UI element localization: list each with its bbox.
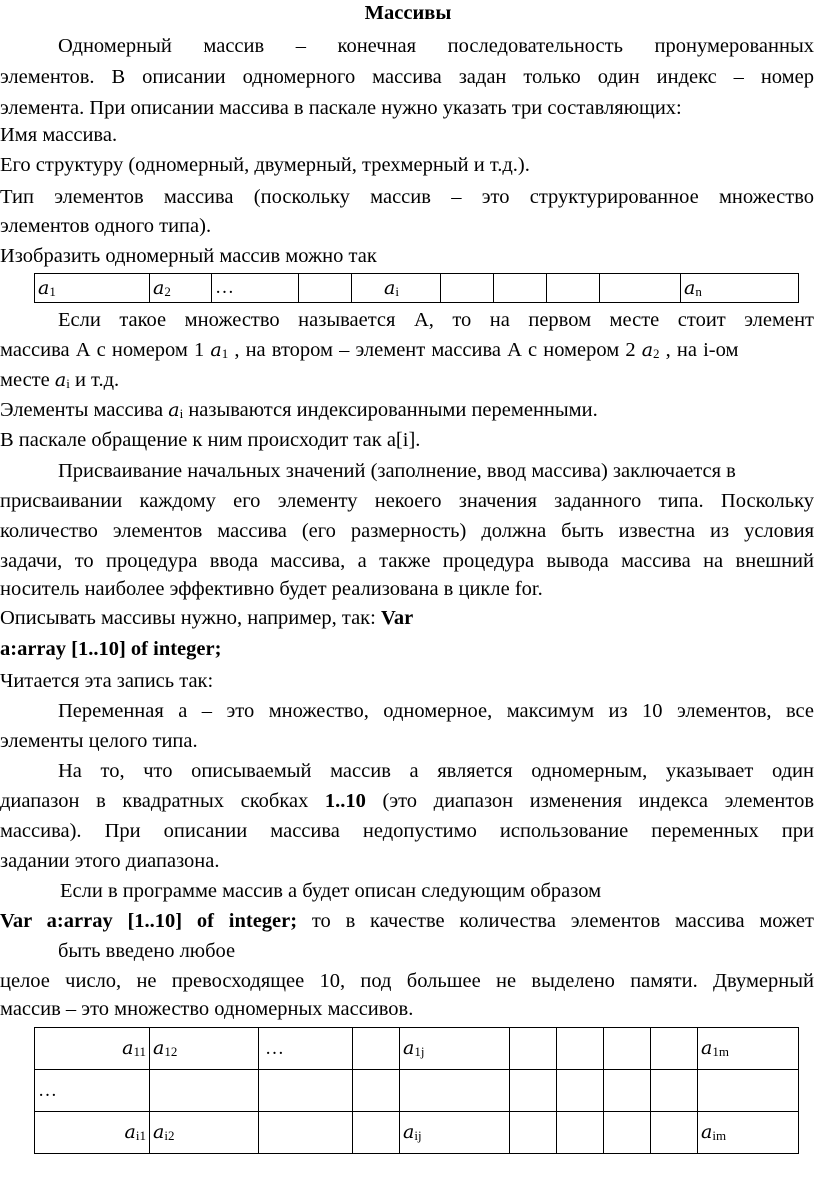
- table-cell: ai1: [35, 1112, 150, 1154]
- table-cell: [604, 1070, 651, 1112]
- text-line: Элементы массива ai называются индексированными переменными.: [0, 399, 598, 421]
- table-cell: [651, 1112, 698, 1154]
- table-cell: [510, 1028, 557, 1070]
- table-row: [35, 1028, 799, 1070]
- text-line: присваивании каждому его элементу некоего значения заданного типа. Поскольку: [0, 490, 814, 512]
- math-symbol: a: [210, 339, 222, 361]
- code-line: a:array [1..10] of integer;: [0, 638, 222, 660]
- table-cell: ai: [352, 274, 441, 303]
- text-line: Его структуру (одномерный, двумерный, трехмерный и т.д.).: [0, 154, 530, 176]
- table-row: [35, 1112, 799, 1154]
- table-cell: a2: [150, 274, 212, 303]
- table-cell: [353, 1070, 400, 1112]
- table-cell: [557, 1112, 604, 1154]
- text-line: массив – это множество одномерных массивов.: [0, 998, 414, 1020]
- table-cell: [698, 1070, 799, 1112]
- text-line: задании этого диапазона.: [0, 850, 220, 872]
- table-cell: [259, 1070, 353, 1112]
- array-1d-table: [34, 273, 799, 303]
- table-cell: [604, 1028, 651, 1070]
- text-line: носитель наиболее эффективно будет реализована в цикле for.: [0, 578, 543, 600]
- table-cell: [651, 1028, 698, 1070]
- text-line: В паскале обращение к ним происходит так a[i].: [0, 429, 421, 451]
- table-row: [35, 274, 799, 303]
- text-line: Изобразить одномерный массив можно так: [0, 245, 377, 267]
- text-line: быть введено любое: [58, 940, 236, 962]
- text-line: элемента. При описании массива в паскале нужно указать три составляющих:: [0, 97, 682, 119]
- text-line: Если в программе массив а будет описан следующим образом: [60, 880, 602, 902]
- text-line: массива). При описании массива недопустимо использование переменных при: [0, 820, 814, 842]
- table-cell: [547, 274, 600, 303]
- table-cell: [557, 1028, 604, 1070]
- text-line: Одномерный массив – конечная последовательность пронумерованных: [58, 35, 814, 57]
- text-line: На то, что описываемый массив а является одномерным, указывает один: [58, 760, 814, 782]
- table-cell: [557, 1070, 604, 1112]
- table-cell: [299, 274, 352, 303]
- table-cell: a1: [35, 274, 150, 303]
- table-cell: aij: [400, 1112, 510, 1154]
- text-line: Читается эта запись так:: [0, 670, 214, 692]
- table-row: [35, 1070, 799, 1112]
- text-line: Тип элементов массива (поскольку массив – это структурированное множество: [0, 186, 814, 208]
- table-cell: a12: [150, 1028, 259, 1070]
- table-cell: [510, 1070, 557, 1112]
- text-line: Имя массива.: [0, 124, 118, 146]
- text-line: диапазон в квадратных скобках 1..10 (это диапазон изменения индекса элементов: [0, 790, 814, 812]
- text-line: Var a:array [1..10] of integer; то в качестве количества элементов массива может: [0, 910, 814, 932]
- array-2d-table: [34, 1027, 799, 1154]
- table-cell: ai2: [150, 1112, 259, 1154]
- table-cell: [400, 1070, 510, 1112]
- text-line: Если такое множество называется А, то на первом месте стоит элемент: [58, 309, 814, 331]
- table-cell: …: [212, 274, 299, 303]
- table-cell: [510, 1112, 557, 1154]
- table-cell: a1m: [698, 1028, 799, 1070]
- table-cell: aim: [698, 1112, 799, 1154]
- page-title: Массивы: [364, 2, 452, 24]
- text-line: элементов одного типа).: [0, 215, 212, 237]
- table-cell: [353, 1112, 400, 1154]
- text-line: элементы целого типа.: [0, 730, 198, 752]
- table-cell: a11: [35, 1028, 150, 1070]
- table-cell: [651, 1070, 698, 1112]
- table-cell: a1j: [400, 1028, 510, 1070]
- text-line: Присваивание начальных значений (заполнение, ввод массива) заключается в: [58, 460, 736, 482]
- text-line: задачи, то процедура ввода массива, а также процедура вывода массива на внешний: [0, 550, 814, 572]
- text-line: целое число, не превосходящее 10, под большее не выделено памяти. Двумерный: [0, 970, 814, 992]
- table-cell: …: [259, 1028, 353, 1070]
- text-line: элементов. В описании одномерного массива задан только один индекс – номер: [0, 66, 814, 88]
- table-cell: …: [35, 1070, 150, 1112]
- text-line: количество элементов массива (его размерность) должна быть известна из условия: [0, 520, 814, 542]
- text-line: Переменная а – это множество, одномерное, максимум из 10 элементов, все: [58, 700, 814, 722]
- table-cell: [494, 274, 547, 303]
- table-cell: [259, 1112, 353, 1154]
- table-cell: [441, 274, 494, 303]
- text-line: месте ai и т.д.: [0, 369, 120, 391]
- table-cell: [600, 274, 681, 303]
- table-cell: [604, 1112, 651, 1154]
- table-cell: [150, 1070, 259, 1112]
- text-line: Описывать массивы нужно, например, так: Var: [0, 607, 414, 629]
- text-line: массива А с номером 1 a1 , на втором – элемент массива А с номером 2 a2 , на i-ом: [0, 339, 739, 361]
- table-cell: [353, 1028, 400, 1070]
- table-cell: an: [681, 274, 799, 303]
